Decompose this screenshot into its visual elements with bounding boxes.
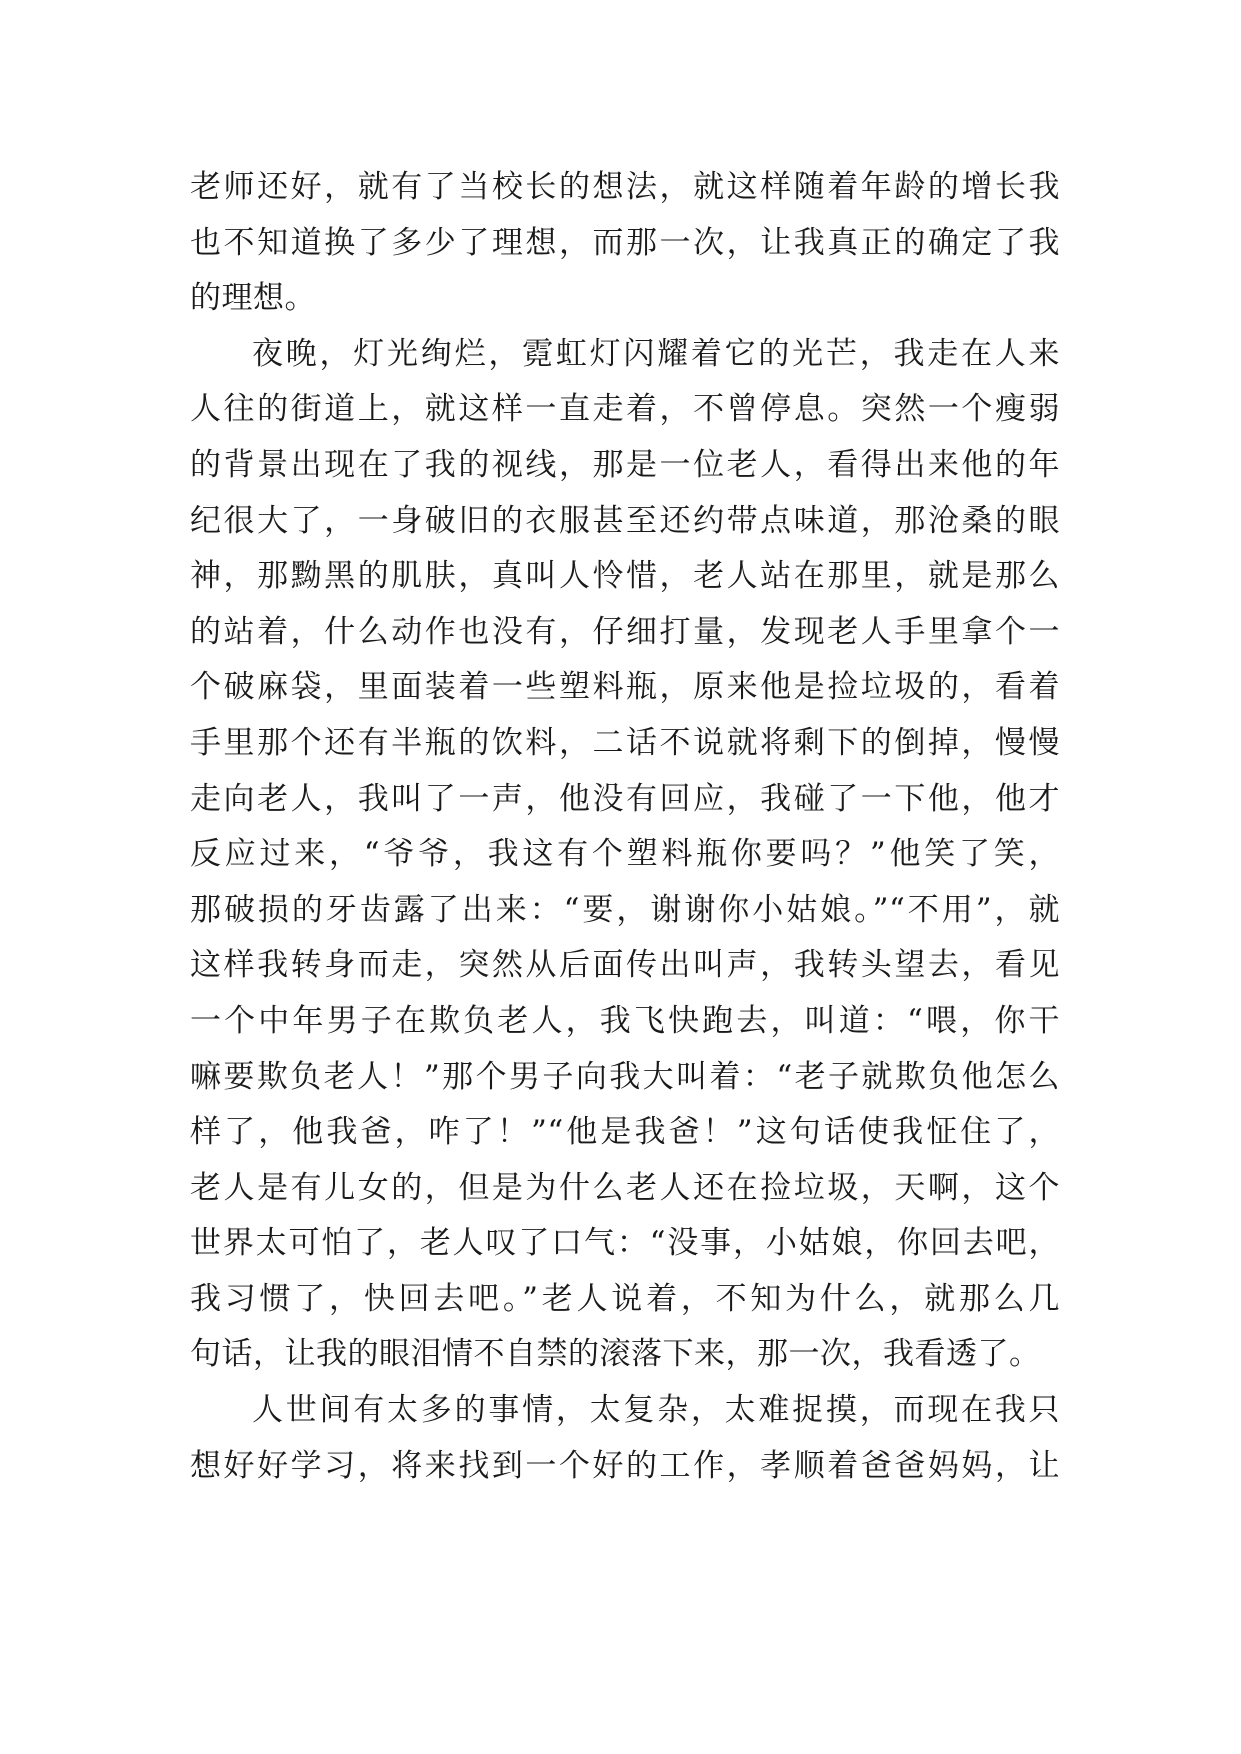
paragraph-2-line-12: 这样我转身而走，突然从后面传出叫声，我转头望去，看见: [190, 947, 1060, 984]
paragraph-2-line-5: 神，那黝黑的肌肤，真叫人怜惜，老人站在那里，就是那么: [190, 558, 1060, 595]
paragraph-2-line-1: 夜晚，灯光绚烂，霓虹灯闪耀着它的光芒，我走在人来: [252, 335, 1060, 372]
paragraph-2-line-7: 个破麻袋，里面装着一些塑料瓶，原来他是捡垃圾的，看着: [190, 669, 1060, 706]
paragraph-3-line-2: 想好好学习，将来找到一个好的工作，孝顺着爸爸妈妈，让: [190, 1447, 1060, 1484]
paragraph-2-line-19: 句话，让我的眼泪情不自禁的滚落下来，那一次，我看透了。: [190, 1336, 1041, 1373]
paragraph-2-line-18: 我习惯了，快回去吧。”老人说着，不知为什么，就那么几: [190, 1280, 1060, 1317]
paragraph-2-line-2: 人往的街道上，就这样一直走着，不曾停息。突然一个瘦弱: [190, 391, 1060, 428]
paragraph-3-line-1: 人世间有太多的事情，太复杂，太难捉摸，而现在我只: [252, 1392, 1060, 1429]
paragraph-2-line-14: 嘛要欺负老人！”那个男子向我大叫着：“老子就欺负他怎么: [190, 1058, 1060, 1095]
paragraph-1-line-1: 老师还好，就有了当校长的想法，就这样随着年龄的增长我: [190, 169, 1060, 205]
paragraph-2-line-11: 那破损的牙齿露了出来：“要，谢谢你小姑娘。”“不用”，就: [190, 891, 1060, 928]
paragraph-1-line-2: 也不知道换了多少了理想，而那一次，让我真正的确定了我: [190, 224, 1060, 261]
paragraph-2-line-3: 的背景出现在了我的视线，那是一位老人，看得出来他的年: [190, 446, 1060, 483]
paragraph-2-line-8: 手里那个还有半瓶的饮料，二话不说就将剩下的倒掉，慢慢: [190, 724, 1060, 761]
essay-body: [190, 160, 1060, 1494]
paragraph-2-line-17: 世界太可怕了，老人叹了口气：“没事，小姑娘，你回去吧，: [190, 1225, 1060, 1262]
paragraph-2-line-9: 走向老人，我叫了一声，他没有回应，我碰了一下他，他才: [190, 780, 1060, 817]
paragraph-2-line-10: 反应过来，“爷爷，我这有个塑料瓶你要吗？”他笑了笑，: [190, 836, 1060, 873]
paragraph-2-line-13: 一个中年男子在欺负老人，我飞快跑去，叫道：“喂，你干: [190, 1002, 1060, 1039]
paragraph-2-line-6: 的站着，什么动作也没有，仔细打量，发现老人手里拿个一: [190, 613, 1060, 650]
paragraph-2-line-15: 样了，他我爸，咋了！”“他是我爸！”这句话使我怔住了，: [190, 1114, 1060, 1151]
paragraph-1-line-3: 的理想。: [190, 280, 316, 317]
paragraph-2-line-4: 纪很大了，一身破旧的衣服甚至还约带点味道，那沧桑的眼: [190, 502, 1060, 539]
paragraph-2-line-16: 老人是有儿女的，但是为什么老人还在捡垃圾，天啊，这个: [190, 1169, 1060, 1206]
